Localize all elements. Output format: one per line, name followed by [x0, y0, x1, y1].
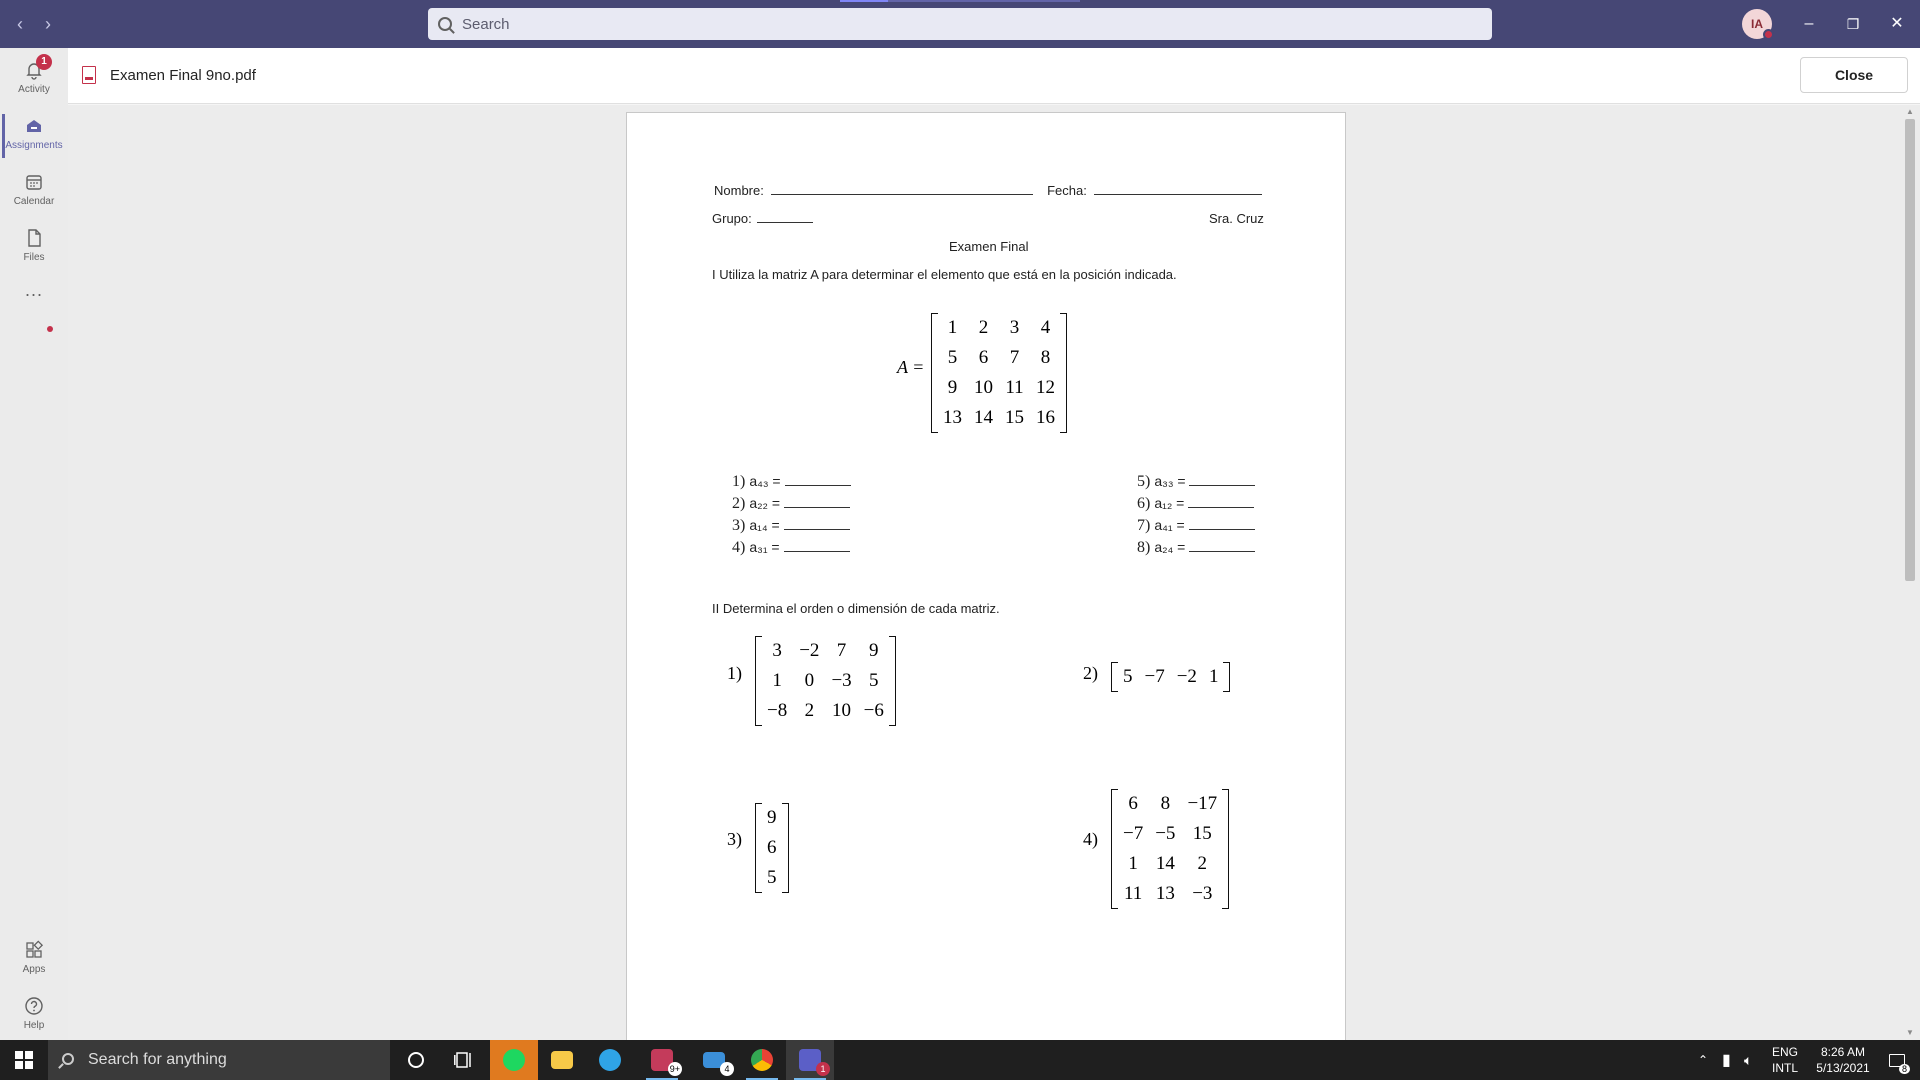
matrix-a-cell: 9	[947, 377, 958, 398]
question-label: a₄₃ =	[749, 473, 785, 489]
pdf-viewer[interactable]	[68, 105, 1920, 1040]
folder-icon	[551, 1051, 573, 1069]
pdf-file-icon	[82, 66, 96, 84]
question-number: 8)	[1137, 539, 1155, 556]
rail-item-activity[interactable]	[0, 52, 68, 108]
grupo-label: Grupo:	[712, 211, 752, 226]
question-number: 1)	[732, 473, 750, 490]
question-number: 4)	[732, 539, 750, 556]
matrix-4-cell: −7	[1123, 823, 1144, 844]
pdf-page	[626, 112, 1346, 1047]
calendar-icon	[24, 172, 44, 192]
matrix-a-row	[937, 343, 1061, 373]
matrix-2-cell: −7	[1144, 666, 1165, 687]
help-icon	[24, 996, 44, 1016]
question-item	[732, 539, 850, 557]
close-button[interactable]: Close	[1800, 57, 1908, 93]
edge-button[interactable]	[586, 1040, 634, 1080]
file-header	[68, 48, 1920, 104]
matrix-a-cell: 13	[943, 407, 962, 428]
answer-blank	[784, 540, 850, 552]
matrix-1-cell: 1	[772, 670, 782, 691]
question-label: a₄₁ =	[1154, 517, 1189, 533]
chrome-button[interactable]	[738, 1040, 786, 1080]
presence-busy-icon	[1763, 29, 1774, 40]
question-item	[1137, 517, 1255, 535]
scroll-down-icon[interactable]: ▼	[1906, 1028, 1914, 1037]
clock-time: 8:26 AM	[1820, 1045, 1866, 1059]
matrix-1-cell: 7	[836, 640, 847, 661]
language-code: ENG	[1772, 1045, 1799, 1059]
taskbar-search[interactable]	[48, 1040, 390, 1080]
rail-item-assignments[interactable]	[0, 108, 68, 164]
question-number: 7)	[1137, 517, 1155, 534]
cortana-button[interactable]	[392, 1040, 440, 1080]
matrix-2-table	[1117, 662, 1224, 692]
matrix-a-cell: 7	[1009, 347, 1020, 368]
matrix-1-cell: 3	[772, 640, 782, 661]
task-view-icon	[454, 1051, 474, 1069]
rail-item-help[interactable]	[0, 988, 68, 1044]
windows-taskbar	[0, 1040, 1920, 1080]
file-icon	[24, 228, 44, 248]
question-label: a₂₄ =	[1154, 539, 1190, 555]
activity-badge: 1	[36, 54, 52, 70]
search-bar[interactable]	[428, 8, 1492, 40]
close-window-icon[interactable]: ✕	[1890, 15, 1904, 32]
matrix-a-cell: 16	[1036, 407, 1055, 428]
rail-label-activity: Activity	[18, 84, 50, 95]
matrix-4-cell: 13	[1155, 883, 1175, 904]
question-label: a₁₄ =	[749, 517, 784, 533]
matrix-a-cell: 10	[974, 377, 993, 398]
matrix-a-row	[937, 373, 1061, 403]
teacher-name: Sra. Cruz	[1209, 211, 1264, 226]
question-label: a₃₁ =	[749, 539, 784, 555]
answer-blank	[1189, 540, 1255, 552]
matrix-a-table	[937, 313, 1061, 433]
matrix-4-cell: 8	[1160, 793, 1171, 814]
scrollbar-thumb[interactable]	[1905, 119, 1915, 581]
matrix-a-cell: 15	[1005, 407, 1024, 428]
forward-icon[interactable]: ›	[45, 14, 51, 34]
fecha-label: Fecha:	[1047, 183, 1087, 198]
question-item	[732, 473, 851, 491]
volume-icon[interactable]: 🔈︎	[1744, 1051, 1753, 1068]
back-icon[interactable]: ‹	[17, 14, 23, 34]
matrix-a-cell: 8	[1040, 347, 1051, 368]
avatar[interactable]	[1742, 9, 1772, 39]
apps-icon	[24, 940, 44, 960]
question-label: a₁₂ =	[1154, 495, 1189, 511]
matrix-1-cell: −2	[799, 640, 820, 661]
matrix-1-cell: −3	[831, 670, 852, 691]
matrix-1-row	[761, 696, 890, 726]
title-bar	[0, 0, 1920, 48]
question-item	[732, 517, 850, 535]
start-button[interactable]	[0, 1040, 48, 1080]
nombre-line	[714, 183, 1262, 198]
matrix-4-cell: −3	[1192, 883, 1213, 904]
matrix-a-cell: 14	[974, 407, 993, 428]
language-indicator[interactable]	[1772, 1040, 1798, 1080]
spotify-icon	[503, 1049, 525, 1071]
matrix-3-label: 3)	[727, 829, 742, 849]
answer-blank	[785, 474, 851, 486]
matrix-4-row	[1117, 819, 1223, 849]
grupo-blank	[757, 211, 813, 223]
question-item	[1137, 495, 1254, 513]
matrix-4-cell: 2	[1197, 853, 1208, 874]
rail-item-files[interactable]	[0, 220, 68, 276]
matrix-1-row	[761, 666, 890, 696]
matrix-3-table	[761, 803, 783, 893]
search-icon	[438, 17, 452, 31]
matrix-3-cell: 6	[767, 837, 777, 858]
matrix-4-row	[1117, 849, 1223, 879]
question-number: 3)	[732, 517, 750, 534]
matrix-4-cell: −17	[1187, 793, 1218, 814]
fecha-blank	[1094, 183, 1262, 195]
notification-dot	[47, 326, 53, 332]
section-2-instructions: II Determina el orden o dimensión de cada matriz.	[712, 601, 1000, 616]
question-number: 2)	[732, 495, 750, 512]
matrix-1	[755, 636, 896, 726]
title-accent	[840, 0, 888, 2]
matrix-1-table	[761, 636, 890, 726]
rail-item-calendar[interactable]	[0, 164, 68, 220]
photos-button[interactable]	[638, 1040, 686, 1080]
question-number: 6)	[1137, 495, 1155, 512]
chrome-icon	[751, 1049, 773, 1071]
notification-count: 8	[1899, 1064, 1910, 1074]
vertical-scrollbar[interactable]	[1904, 105, 1916, 1040]
matrix-a-cell: 4	[1040, 317, 1051, 338]
matrix-3-row	[761, 863, 783, 893]
file-title: Examen Final 9no.pdf	[110, 67, 256, 84]
matrix-4-table	[1117, 789, 1223, 909]
answer-blank	[1189, 474, 1255, 486]
rail-label-calendar: Calendar	[13, 196, 55, 207]
matrix-3-cell: 9	[767, 807, 777, 828]
question-label: a₂₂ =	[749, 495, 784, 511]
photos-badge: 9+	[669, 1064, 680, 1074]
more-icon: ...	[24, 280, 43, 300]
matrix-a-cell: 1	[947, 317, 958, 338]
matrix-3	[755, 803, 789, 893]
matrix-a-row	[937, 313, 1061, 343]
matrix-a-cell: 2	[978, 317, 989, 338]
matrix-1-label: 1)	[727, 663, 742, 683]
clock[interactable]	[1808, 1040, 1878, 1080]
matrix-a-cell: 12	[1036, 377, 1055, 398]
assignments-icon	[24, 116, 44, 136]
minimize-icon[interactable]: –	[1804, 15, 1814, 32]
bell-icon	[24, 56, 47, 80]
matrix-4-row	[1117, 879, 1223, 909]
answer-blank	[784, 496, 850, 508]
matrix-2-label: 2)	[1083, 663, 1098, 683]
matrix-a	[931, 313, 1067, 433]
exam-title: Examen Final	[949, 239, 1029, 254]
taskbar-search-icon	[62, 1053, 74, 1065]
matrix-3-row	[761, 803, 783, 833]
answer-blank	[1189, 518, 1255, 530]
search-placeholder: Search	[462, 15, 510, 33]
task-view-button[interactable]	[440, 1040, 488, 1080]
rail-label-apps: Apps	[22, 964, 46, 975]
rail-label-assignments: Assignments	[5, 140, 63, 151]
rail-label-files: Files	[23, 252, 45, 263]
matrix-4	[1111, 789, 1229, 909]
matrix-4-cell: 6	[1128, 793, 1138, 814]
matrix-1-cell: 0	[804, 670, 815, 691]
mail-badge: 4	[720, 1062, 734, 1076]
matrix-3-cell: 5	[767, 867, 777, 888]
matrix-4-cell: 11	[1123, 883, 1143, 904]
matrix-2-cell: −2	[1176, 666, 1197, 687]
matrix-a-cell: 3	[1009, 317, 1020, 338]
title-accent-2	[888, 0, 1080, 2]
section-1-instructions: I Utiliza la matriz A para determinar el elemento que está en la posición indicada.	[712, 267, 1177, 282]
question-item	[732, 495, 850, 513]
edge-icon	[599, 1049, 621, 1071]
answer-blank	[784, 518, 850, 530]
matrix-2-row	[1117, 662, 1224, 692]
question-label: a₃₃ =	[1154, 473, 1190, 489]
matrix-a-cell: 5	[947, 347, 958, 368]
mail-button[interactable]	[690, 1040, 738, 1080]
teams-button[interactable]	[786, 1040, 834, 1080]
grupo-line	[712, 211, 813, 226]
matrix-4-cell: 1	[1128, 853, 1138, 874]
spotify-button[interactable]	[490, 1040, 538, 1080]
matrix-2-cell: 5	[1123, 666, 1133, 687]
matrix-a-row	[937, 403, 1061, 433]
matrix-a-cell: 6	[978, 347, 989, 368]
matrix-1-cell: 2	[804, 700, 815, 721]
matrix-2	[1111, 662, 1230, 692]
app-rail	[0, 48, 68, 1040]
matrix-4-row	[1117, 789, 1223, 819]
notification-center-button[interactable]	[1880, 1040, 1914, 1080]
matrix-1-cell: −8	[767, 700, 788, 721]
microphone-icon[interactable]: ▮	[1722, 1052, 1731, 1069]
rail-item-more[interactable]	[0, 280, 68, 310]
matrix-a-label: A =	[897, 357, 925, 377]
nombre-blank	[771, 183, 1033, 195]
matrix-3-row	[761, 833, 783, 863]
matrix-4-label: 4)	[1083, 829, 1098, 849]
cortana-icon	[408, 1052, 424, 1068]
question-item	[1137, 473, 1255, 491]
windows-icon	[15, 1051, 33, 1069]
rail-item-apps[interactable]	[0, 932, 68, 988]
matrix-a-cell: 11	[1005, 377, 1024, 398]
matrix-1-cell: 5	[869, 670, 879, 691]
matrix-1-cell: 10	[832, 700, 852, 721]
matrix-4-cell: 14	[1155, 853, 1175, 874]
rail-label-help: Help	[23, 1020, 45, 1031]
matrix-1-cell: −6	[863, 700, 884, 721]
scroll-up-icon[interactable]: ▲	[1906, 107, 1914, 116]
clock-date: 5/13/2021	[1816, 1061, 1870, 1075]
question-item	[1137, 539, 1255, 557]
keyboard-layout: INTL	[1772, 1061, 1799, 1075]
taskbar-search-placeholder: Search for anything	[88, 1051, 227, 1068]
restore-icon[interactable]: ❐	[1846, 16, 1860, 32]
avatar-initials: IA	[1751, 17, 1763, 31]
matrix-1-cell: 9	[869, 640, 879, 661]
question-number: 5)	[1137, 473, 1155, 490]
matrix-4-cell: 15	[1192, 823, 1212, 844]
nombre-label: Nombre:	[714, 183, 764, 198]
matrix-4-cell: −5	[1155, 823, 1176, 844]
teams-badge: 1	[816, 1062, 830, 1076]
file-explorer-button[interactable]	[538, 1040, 586, 1080]
matrix-2-cell: 1	[1208, 666, 1219, 687]
answer-blank	[1188, 496, 1254, 508]
matrix-1-row	[761, 636, 890, 666]
show-hidden-icons[interactable]: ⌃	[1698, 1053, 1709, 1067]
